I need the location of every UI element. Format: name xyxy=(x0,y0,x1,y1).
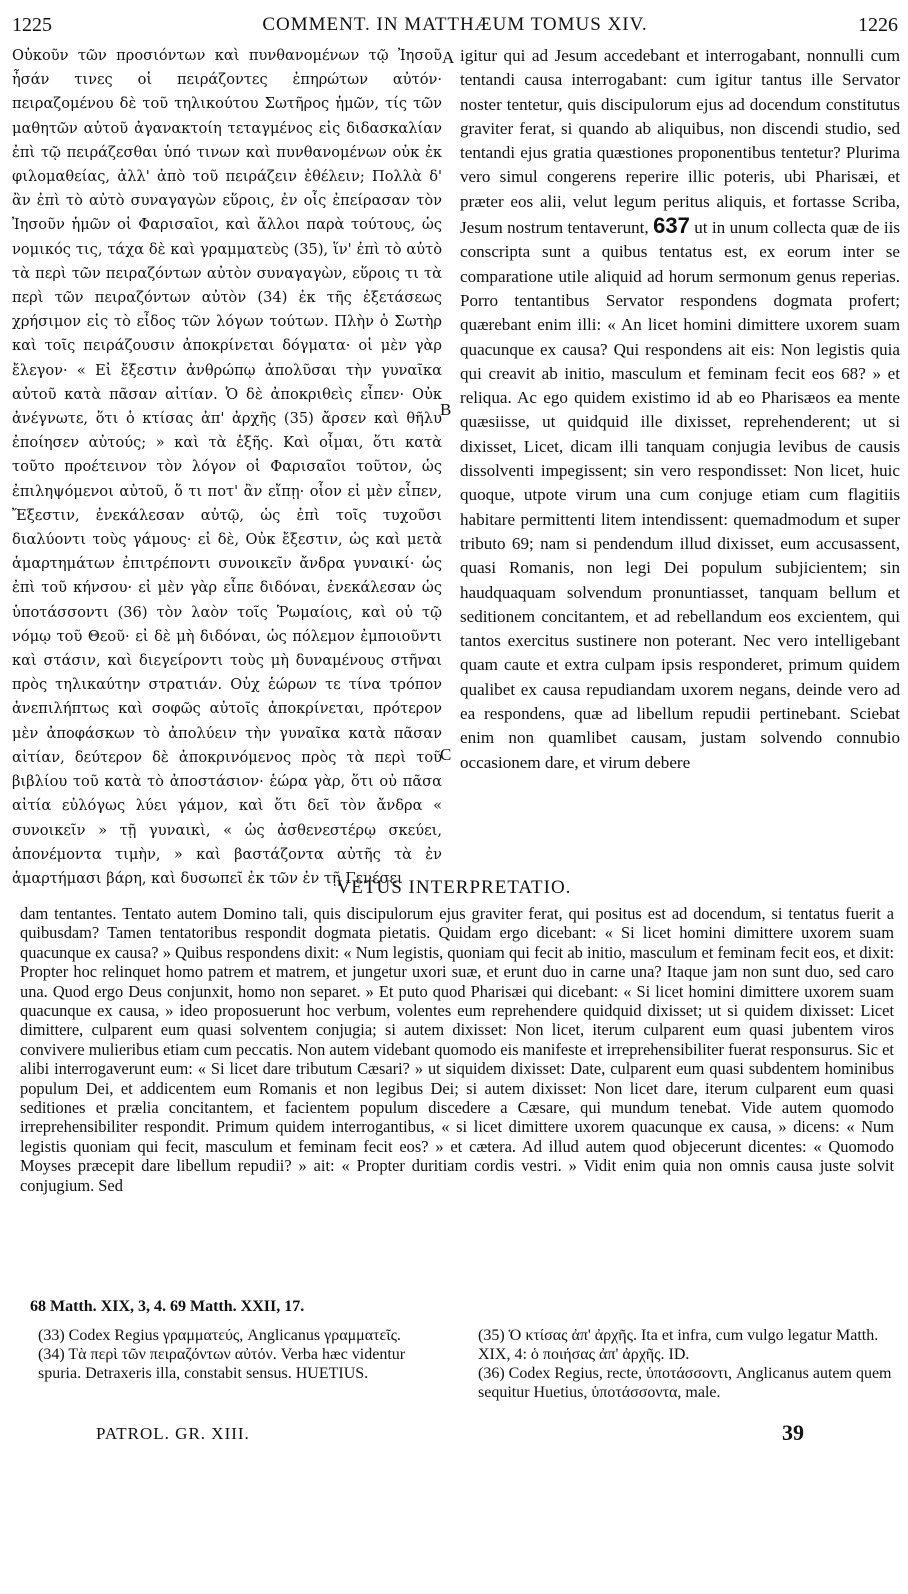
footnote-35: (35) Ὁ κτίσας ἀπ' ἀρχῆς. Ita et infra, cum vulgo legatur Matth. XIX, 4: ὁ ποιήσας ἀπ' ἀρχῆς. ID. xyxy=(478,1327,879,1363)
margin-marker-b: B xyxy=(440,400,452,419)
latin-column xyxy=(460,44,900,869)
page-number-left: 1225 xyxy=(12,14,52,36)
page-header xyxy=(12,14,898,44)
footnote-36: (36) Codex Regius, recte, ὑποτάσσοντι, Anglicanus autem quem sequitur Huetius, ὑποτάσσοντα, male. xyxy=(478,1365,892,1401)
latin-text xyxy=(460,44,900,775)
latin-text-part-1: igitur qui ad Jesum accedebant et interrogabant, nonnulli cum tentandi causa interrogabant: cum igitur tantus ille Servator noster tentetur, quis discipulorum ejus ad docendum constitutus graviter ferat, si quando ab aliquibus, non discendi studio, sed tentandi ejus gratia quæstiones proponentibus tentetur? Plurima vero simul congerens reperire illic poteris, ubi Pharisæi, et præter eos alii, velut legum peritus aliquis, et fortasse Scriba, Jesum nostrum tentaverunt, xyxy=(460,46,900,238)
footer-series: PATROL. GR. XIII. xyxy=(96,1424,250,1443)
footer-sheet-number: 39 xyxy=(782,1420,804,1445)
vetus-text: dam tentantes. Tentato autem Domino tali, quis discipulorum ejus graviter ferat, qui positus est ad docendum, si tentatus fuerit a quibusdam? Tamen tentatoribus respondit dogmata pietatis. Quidam ergo dicebant: « Si licet homini dimittere uxorem suam quacunque ex causa? » Quibus respondens dixit: « Num legistis, quoniam qui fecit ab initio, masculum et feminam fecit eos, et dixit: Propter hoc relinquet homo patrem et matrem, et jungetur uxori suæ, et erunt duo in carne una? Itaque jam non sunt duo, sed caro una. Quod ergo Deus conjunxit, homo non separet. » Et puto quod Pharisæi qui dicebant: « Si licet homini dimittere uxorem suam quacunque ex causa, » ideo proposuerunt hoc verbum, volentes eum reprehendere quidquid dixisset; ut si quidem dixisset: Licet dimittere, culparent eum quasi solventem conjugia; si autem dixisset: Non licet, iterum culparent eum quasi jubentem viros convivere mulieribus etiam cum peccatis. Non autem videbant quomodo eis manifeste et irreprehensibiliter fuerat responsurus. Sic et alibi interrogaverunt eum: « Si licet dare tributum Cæsari? » ut siquidem dixisset: Date, culparent eum quasi subdentem hominibus populum Dei, et addicentem eum Romanis et non legibus Dei; si autem dixisset: Non licet dare, iterum culparent eum quasi seditiones et prælia concitantem, et facientem populum discedere a Cæsare, qui mundum tenebat. Vide autem quomodo irreprehensibiliter respondit. Primum quidem interrogantibus, « si licet dimittere uxorem quacunque ex causa, » dicens: « Num legistis quoniam qui fecit, masculum et feminam fecit eos? » et cætera. Ad illud autem quod objecerunt dicentes: « Quomodo Moyses præcepit dare libellum repudii? » ait: « Propter duritiam cordis vestri. » Vidit enim quia non omnis causa juste solvit conjugium. Sed xyxy=(20,904,894,1195)
footnotes-left xyxy=(38,1326,448,1383)
section-heading: VETUS INTERPRETATIO. xyxy=(336,877,572,898)
vetus-interpretatio-block xyxy=(20,904,894,1264)
running-title: COMMENT. IN MATTHÆUM TOMUS XIV. xyxy=(262,14,648,35)
latin-text-part-2: ut in unum collecta quæ de iis conscripta sunt a quibus tentatus est, ex eorum inter se comparatione utile aliquid ad horum sermonum genus reperias. Porro tentantibus Servator respondens dogmata profert; quærebant enim illi: « An licet homini dimittere uxorem suam quacunque ex causa? Qui respondens ait eis: Non legistis quia qui creavit ab initio, masculum et feminam fecit eos 68? » et reliqua. Ac ego quidem existimo id ab eo Pharisæos ea mente quæsiisse, ut quidquid ille dixisset, reprehenderent; ut si dixisset, Licet, dicam illi tanquam conjugia levibus de causis dissolventi impegissent; sin vero respondisset: Non licet, huic quoque, utpote virum una cum conjuge etiam cum flagitiis habitare permittenti litem intendissent: quemadmodum et super tributo 69; nam si pendendum illud dixisset, eum accusassent, quasi Romanis, non legi Dei populum subjicientem; sin haudquaquam solvendum pronuntiasset, tanquam bellum et seditionem concitantem, et ad rebellandum eos excientem, qui tantos exercitus sustinere non poterant. Nec vero intelligebant quam caute et extra culpam ipsis responderet, primum quidem qualibet ex causa repudiandam uxorem negans, deinde vero ad ea respondens, quæ ad libellum repudii pertinebant. Sciebat enim non quamlibet causam, justam solvendo connubio occasionem dare, et virum debere xyxy=(460,218,900,772)
page-number-right: 1226 xyxy=(858,14,898,36)
greek-text: Οὐκοῦν τῶν προσιόντων καὶ πυνθανομένων τῷ Ἰησοῦ ἦσάν τινες οἱ πειράζοντες ἐπηρώτων αὐτόν· πειραζομένου δὲ τοῦ τηλικούτου Σωτῆρος ἡμῶν, τίς τῶν μαθητῶν αὐτοῦ ἀγανακτοίη τεταγμένος εἰς διδασκαλίαν ἐπὶ τῷ πειράζεσθαι ὑπό τινων καὶ πυνθανομένων οὐκ ἐκ φιλομαθείας, ἀλλ' ἀπὸ τοῦ πειράζειν ἐθέλειν; Πολλὰ δ' ἂν ἐπὶ τὸ αὐτὸ συναγαγὼν εὕροις, ἐν οἷς ἐπείρασαν τὸν Ἰησοῦν ἡμῶν οἱ Φαρισαῖοι, καὶ ἄλλοι παρὰ τούτους, ὡς νομικός τις, τάχα δὲ καὶ γραμματεὺς (35), ἵν' ἐπὶ τὸ αὐτὸ τὰ περὶ τῶν πειραζόντων αὐτὸν συναγαγὼν, εὕροις τι τὰ περὶ τῶν πειραζόντων αὐτὸν (34) ἐκ τῆς ἐξετάσεως χρήσιμον εἰς τὸ εἶδος τῶν λόγων τούτων. Πλὴν ὁ Σωτὴρ καὶ τοῖς πειράζουσιν ἀποκρίνεται δόγματα· οἱ μὲν γὰρ ἔλεγον· « Εἰ ἔξεστιν ἀνθρώπῳ ἀπολῦσαι τὴν γυναῖκα αὐτοῦ κατὰ πᾶσαν αἰτίαν. Ὁ δὲ ἀποκριθεὶς εἶπεν· Οὐκ ἀνέγνωτε, ὅτι ὁ κτίσας ἀπ' ἀρχῆς (35) ἄρσεν καὶ θῆλυ ἐποίησεν αὐτούς; » καὶ τὰ ἑξῆς. Καὶ οἶμαι, ὅτι κατὰ τοῦτο προέτεινον τὸν λόγον οἱ Φαρισαῖοι τοῦτον, ὡς ἐπιληψόμενοι αὐτοῦ, ὅ τι ποτ' ἂν εἴπῃ· οἷον εἰ μὲν εἶπεν, Ἔξεστιν, ἐνεκάλεσαν αὐτῷ, ὡς ἐπὶ τοῖς τυχοῦσι διαλύοντι τοὺς γάμους· εἰ δὲ, Οὐκ ἔξεστιν, ὡς καὶ μετὰ ἁμαρτημάτων ἐπιτρέποντι συνοικεῖν ἄνδρα γυναικί· ὡς ἐπὶ τοῦ κήνσου· εἰ μὲν γὰρ εἶπε διδόναι, ἐνεκάλεσαν ὡς ὑποτάσσοντι (36) τὸν λαὸν τοῖς Ῥωμαίοις, καὶ οὐ τῷ νόμῳ τοῦ Θεοῦ· εἰ δὲ μὴ διδόναι, ὡς πόλεμον ἐμποιοῦντι καὶ στάσιν, καὶ διεγείροντι τοὺς μὴ δυναμένους στῆναι πρὸς τηλικαύτην στρατιάν. Οὐχ ἑώρων τε τίνα τρόπον ἀνεπιλήπτως καὶ σοφῶς αὐτοῖς ἀποκρίνεται, πρότερον μὲν ἀποφάσκων τὸ ἀπολύειν τὴν γυναῖκα κατὰ πᾶσαν αἰτίαν, δεύτερον δὲ ἀποκρινόμενος πρὸς τὰ περὶ τοῦ βιβλίου τοῦ κατὰ τὸ ἀποστάσιον· ἑώρα γὰρ, ὅτι οὐ πᾶσα αἰτία εὐλόγως λύει γάμον, καὶ ὅτι δεῖ τὸν ἄνδρα « συνοικεῖν » τῇ γυναικὶ, « ὡς ἀσθενεστέρῳ σκεύει, ἀπονέμοντα τιμὴν, » καὶ βαστάζοντα αὐτῆς τὰ ἐν ἁμαρτήμασι βάρη, καὶ δυσωπεῖ ἐκ τῶν ἐν τῇ Γενέσει xyxy=(12,47,442,887)
footnotes-right xyxy=(478,1326,898,1402)
greek-column xyxy=(12,44,442,887)
margin-marker-a: A xyxy=(442,48,455,67)
footnote-34: (34) Τὰ περὶ τῶν πειραζόντων αὐτόν. Verba hæc videntur spuria. Detraxeris illa, constabit sensus. HUETIUS. xyxy=(38,1346,406,1382)
margin-marker-c: C xyxy=(440,745,452,764)
footnote-33: (33) Codex Regius γραμματεύς, Anglicanus γραμματεῖς. xyxy=(38,1327,401,1344)
scripture-references: 68 Matth. XIX, 3, 4. 69 Matth. XXII, 17. xyxy=(30,1298,305,1315)
column-number: 637 xyxy=(653,213,690,239)
